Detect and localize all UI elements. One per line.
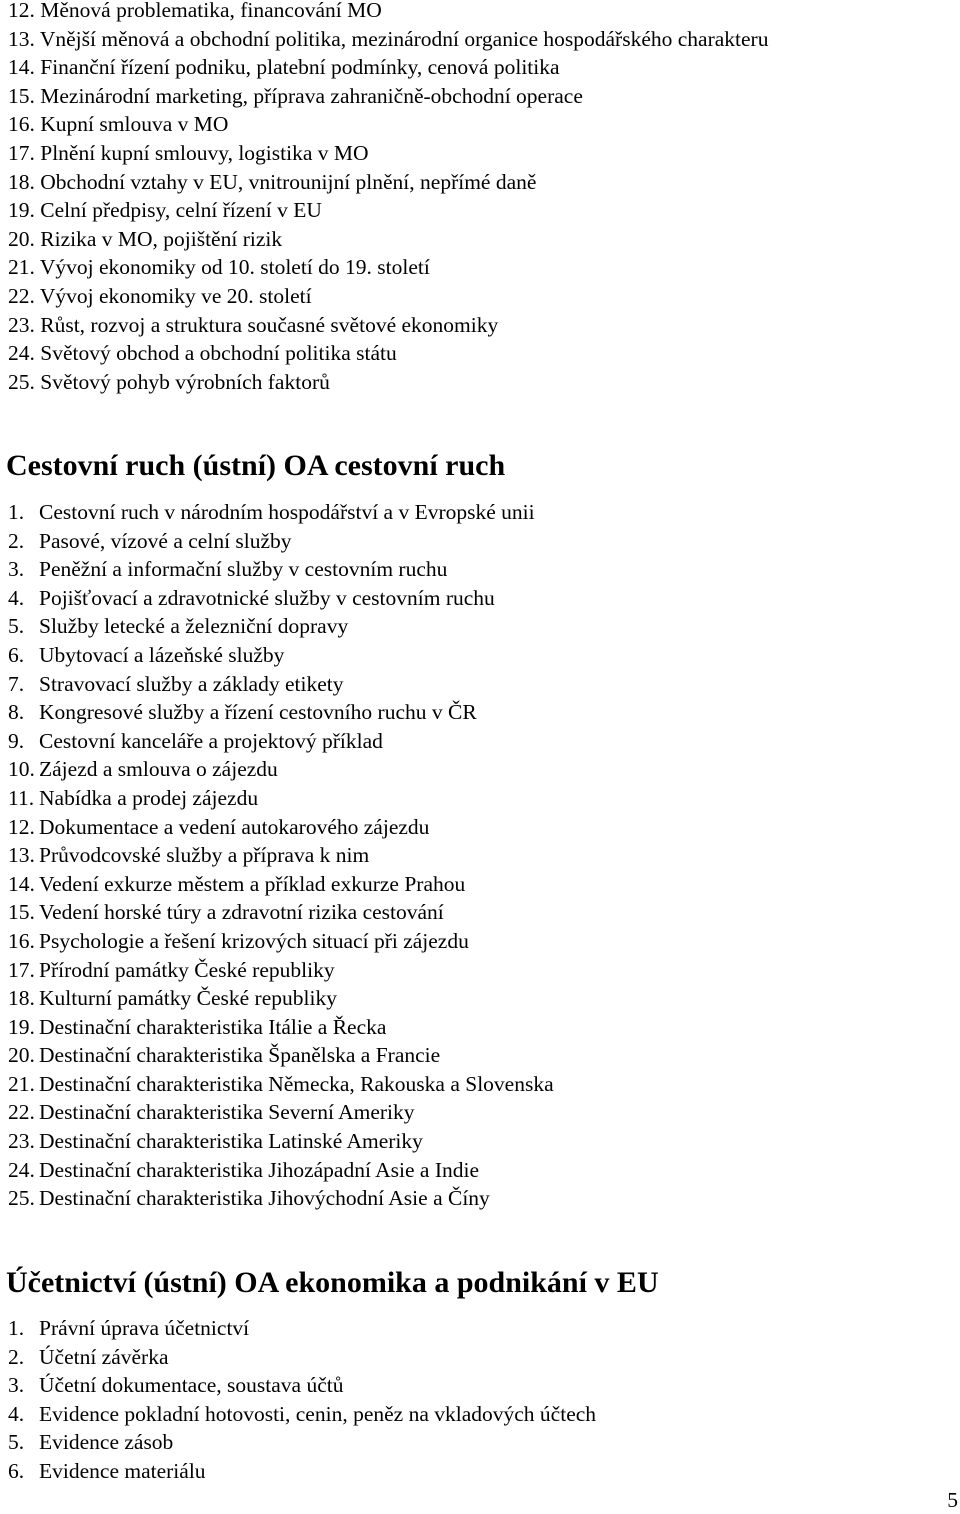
item-number: 5. [8, 614, 25, 639]
item-number: 6. [8, 1458, 25, 1483]
item-text: Dokumentace a vedení autokarového zájezdu [39, 814, 430, 839]
item-number: 3. [8, 557, 25, 582]
item-number: 4. [8, 1401, 25, 1426]
list-item [8, 984, 948, 1013]
list-item [8, 1156, 948, 1185]
list-item [8, 1098, 948, 1127]
list-item [8, 1184, 948, 1213]
item-text: Finanční řízení podniku, platební podmínky, cenová politika [34, 55, 560, 80]
item-number: 6. [8, 642, 25, 667]
item-text: Pasové, vízové a celní služby [39, 528, 292, 553]
item-text: Obchodní vztahy v EU, vnitrounijní plnění, nepřímé daně [34, 169, 537, 194]
list-item [8, 1343, 948, 1372]
list-item [8, 1428, 948, 1457]
item-text: Světový pohyb výrobních faktorů [34, 369, 330, 394]
item-text: Rizika v MO, pojištění rizik [34, 226, 283, 251]
item-number: 10. [8, 757, 35, 782]
list-item [8, 1070, 948, 1099]
item-text: Destinační charakteristika Jihozápadní Asie a Indie [39, 1157, 479, 1182]
item-text: Psychologie a řešení krizových situací při zájezdu [39, 928, 469, 953]
list-item [8, 641, 948, 670]
list-item [8, 1371, 948, 1400]
item-text: Přírodní památky České republiky [39, 957, 335, 982]
list-item [8, 870, 948, 899]
item-text: Průvodcovské služby a příprava k nim [39, 843, 370, 868]
list-item [8, 82, 948, 111]
item-text: Ubytovací a lázeňské služby [39, 642, 285, 667]
item-text: Kupní smlouva v MO [34, 112, 229, 137]
item-text: Kulturní památky České republiky [39, 986, 337, 1011]
list-item [8, 698, 948, 727]
list-item [8, 25, 948, 54]
item-number: 1. [8, 1316, 25, 1340]
list-item [8, 1314, 948, 1343]
list-item [8, 53, 948, 82]
list-item [8, 755, 948, 784]
item-number: 25. [8, 1186, 35, 1211]
item-text: Evidence zásob [39, 1430, 174, 1455]
list-item [8, 282, 948, 311]
item-text: Právní úprava účetnictví [39, 1316, 250, 1340]
item-number: 24. [8, 341, 35, 366]
item-number: 3. [8, 1373, 25, 1398]
item-number: 14. [8, 871, 35, 896]
list-item [8, 555, 948, 584]
item-text: Zájezd a smlouva o zájezdu [39, 757, 278, 782]
item-number: 4. [8, 585, 25, 610]
list-item [8, 1041, 948, 1070]
page-number: 5 [947, 1488, 958, 1512]
item-text: Pojišťovací a zdravotnické služby v cestovním ruchu [39, 585, 495, 610]
item-number: 13. [8, 843, 35, 868]
item-text: Destinační charakteristika Latinské Ameriky [39, 1129, 423, 1154]
section-heading-cestovni-ruch: Cestovní ruch (ústní) OA cestovní ruch [6, 449, 506, 482]
list-item [8, 1400, 948, 1429]
item-text: Evidence pokladní hotovosti, cenin, peněz na vkladových účtech [39, 1401, 597, 1426]
item-number: 17. [8, 140, 35, 165]
item-number: 22. [8, 283, 35, 308]
item-number: 7. [8, 671, 25, 696]
item-text: Vedení horské túry a zdravotní rizika cestování [39, 900, 444, 925]
item-text: Světový obchod a obchodní politika státu [34, 341, 397, 366]
list-item [8, 612, 948, 641]
list-item [8, 225, 948, 254]
item-number: 17. [8, 957, 35, 982]
item-number: 23. [8, 312, 35, 337]
item-number: 19. [8, 1014, 35, 1039]
item-number: 22. [8, 1100, 35, 1125]
item-number: 23. [8, 1129, 35, 1154]
item-text: Celní předpisy, celní řízení v EU [34, 198, 322, 223]
item-number: 14. [8, 55, 35, 80]
item-number: 18. [8, 986, 35, 1011]
item-number: 21. [8, 255, 35, 280]
item-number: 8. [8, 700, 25, 725]
item-number: 20. [8, 226, 35, 251]
topic-list-ucetnictvi [8, 1314, 948, 1486]
item-number: 2. [8, 1344, 25, 1369]
list-item [8, 196, 948, 225]
item-text: Destinační charakteristika Itálie a Řecka [39, 1014, 387, 1039]
item-text: Vnější měnová a obchodní politika, mezinárodní organice hospodářského charakteru [34, 26, 769, 51]
item-text: Růst, rozvoj a struktura současné světové ekonomiky [34, 312, 499, 337]
list-item [8, 584, 948, 613]
item-text: Destinační charakteristika Španělska a Francie [39, 1043, 441, 1068]
item-text: Vedení exkurze městem a příklad exkurze Prahou [39, 871, 466, 896]
item-number: 5. [8, 1430, 25, 1455]
list-item [8, 527, 948, 556]
item-number: 25. [8, 369, 35, 394]
item-text: Peněžní a informační služby v cestovním ruchu [39, 557, 448, 582]
list-item [8, 727, 948, 756]
item-number: 19. [8, 198, 35, 223]
item-text: Vývoj ekonomiky od 10. století do 19. století [34, 255, 430, 280]
item-text: Vývoj ekonomiky ve 20. století [34, 283, 312, 308]
list-item [8, 339, 948, 368]
item-number: 13. [8, 26, 35, 51]
item-text: Evidence materiálu [39, 1458, 206, 1483]
list-item [8, 898, 948, 927]
list-item [8, 1457, 948, 1486]
item-text: Destinační charakteristika Jihovýchodní Asie a Číny [39, 1186, 490, 1211]
item-text: Nabídka a prodej zájezdu [39, 785, 259, 810]
item-text: Měnová problematika, financování MO [34, 0, 382, 22]
item-number: 21. [8, 1071, 35, 1096]
item-text: Kongresové služby a řízení cestovního ruchu v ČR [39, 700, 477, 725]
item-text: Destinační charakteristika Severní Ameriky [39, 1100, 415, 1125]
list-item [8, 139, 948, 168]
item-text: Plnění kupní smlouvy, logistika v MO [34, 140, 369, 165]
item-text: Účetní dokumentace, soustava účtů [39, 1373, 344, 1398]
list-item [8, 927, 948, 956]
list-item [8, 168, 948, 197]
item-text: Služby letecké a železniční dopravy [39, 614, 349, 639]
list-item [8, 498, 948, 527]
item-number: 16. [8, 928, 35, 953]
list-item [8, 253, 948, 282]
item-number: 2. [8, 528, 25, 553]
list-item [8, 784, 948, 813]
list-item [8, 670, 948, 699]
section-heading-ucetnictvi: Účetnictví (ústní) OA ekonomika a podnikání v EU [6, 1266, 659, 1299]
list-item [8, 311, 948, 340]
item-number: 16. [8, 112, 35, 137]
item-number: 9. [8, 728, 25, 753]
list-item [8, 110, 948, 139]
item-text: Mezinárodní marketing, příprava zahraničně-obchodní operace [34, 83, 583, 108]
topic-list-continued [8, 0, 948, 396]
item-number: 11. [8, 785, 35, 810]
item-number: 15. [8, 900, 35, 925]
list-item [8, 1013, 948, 1042]
topic-list-cestovni-ruch [8, 498, 948, 1213]
list-item [8, 1127, 948, 1156]
item-text: Cestovní kanceláře a projektový příklad [39, 728, 383, 753]
item-number: 18. [8, 169, 35, 194]
item-number: 12. [8, 814, 35, 839]
list-item [8, 813, 948, 842]
item-text: Účetní závěrka [39, 1344, 169, 1369]
list-item [8, 841, 948, 870]
list-item [8, 956, 948, 985]
item-number: 24. [8, 1157, 35, 1182]
item-number: 20. [8, 1043, 35, 1068]
item-text: Cestovní ruch v národním hospodářství a v Evropské unii [39, 500, 535, 524]
item-number: 12. [8, 0, 35, 22]
item-text: Stravovací služby a základy etikety [39, 671, 344, 696]
item-number: 1. [8, 500, 25, 524]
item-number: 15. [8, 83, 35, 108]
list-item [8, 0, 948, 25]
item-text: Destinační charakteristika Německa, Rakouska a Slovenska [39, 1071, 554, 1096]
list-item [8, 368, 948, 397]
